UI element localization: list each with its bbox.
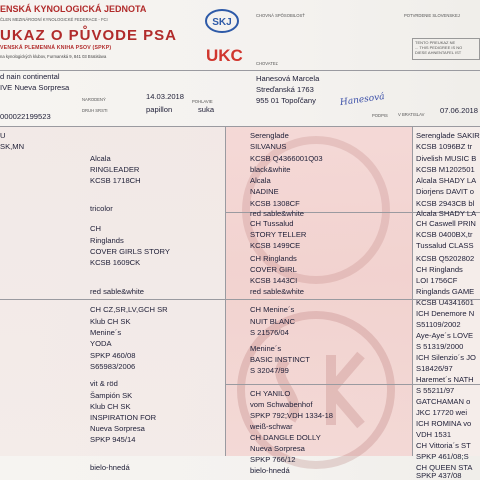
right-entry: LOI 1756CF	[416, 276, 458, 285]
mid-entry: bielo-hnedá	[250, 466, 290, 475]
right-entry: Alcala SHADY LA	[416, 176, 477, 185]
right-entry: ICH ROMINA vo	[416, 419, 472, 428]
left-entry: SPKP 945/14	[90, 435, 136, 444]
right-entry: Aye-Aye´s LOVE	[416, 331, 474, 340]
left-entry: KCSB 1609CK	[90, 258, 141, 267]
document-title: UKAZ O PŮVODE PSA	[0, 27, 178, 44]
right-entry: CH Caswell PRIN	[416, 219, 476, 228]
divider-pedigree-top	[0, 126, 480, 127]
right-entry: KCSB 0400BX,tr	[416, 230, 473, 239]
mid-entry: NUIT BLANC	[250, 317, 296, 326]
right-entry: CH Ringlands	[416, 265, 463, 274]
right-entry: Divelish MUSIC B	[416, 154, 477, 163]
mid-entry: KCSB 1308CF	[250, 199, 300, 208]
mid-entry: SPKP 792;VDH 1334-18	[250, 411, 334, 420]
left-entry: red sable&white	[90, 287, 145, 296]
mid-entry: SPKP 766/12	[250, 455, 296, 464]
breeding-eligibility-label: CHOVNÁ SPÔSOBILOSŤ	[256, 13, 305, 18]
mid-entry: Alcala	[250, 176, 271, 185]
left-entry: Šampión SK	[90, 391, 133, 400]
left-entry: CH CZ,SR,LV,GCH SR	[90, 305, 168, 314]
left-entry: S65983/2006	[90, 362, 136, 371]
signature: Hanesová	[339, 91, 386, 109]
divider-top	[0, 70, 480, 71]
mid-entry: Nueva Sorpresa	[250, 444, 305, 453]
right-entry: S 51319/2000	[416, 342, 464, 351]
left-entry: bielo-hnedá	[90, 463, 130, 472]
place-label: V BRATISLAV	[398, 112, 425, 117]
skj-logo-icon	[204, 8, 240, 34]
mid-entry: NADINE	[250, 187, 279, 196]
mid-entry: vom Schwabenhof	[250, 400, 313, 409]
owner-street: Streďanská 1763	[256, 85, 314, 94]
column-divider-2	[412, 126, 413, 456]
left-entry: Klub CH SK	[90, 317, 131, 326]
left-entry: YODA	[90, 339, 112, 348]
mid-entry: KCSB 1499CE	[250, 241, 301, 250]
mid-entry: Menine´s	[250, 344, 282, 353]
right-entry: S18426/97	[416, 364, 453, 373]
birth-date: 14.03.2018	[146, 92, 185, 101]
owner-name: Hanesová Marcela	[256, 74, 320, 83]
right-entry: KCSB Q5202802	[416, 254, 475, 263]
divider-dam-half	[225, 384, 480, 385]
registration-number: 000022199523	[0, 112, 51, 121]
header-address: na kynologických klubov, Furmanská 9, 841 03 Bratislava	[0, 54, 107, 59]
mid-entry: S 32047/99	[250, 366, 289, 375]
mid-entry: COVER GIRL	[250, 265, 297, 274]
mid-entry: STORY TELLER	[250, 230, 307, 239]
right-entry: Ringlands GAME	[416, 287, 475, 296]
left-entry: tricolor	[90, 204, 113, 213]
left-entry: INSPIRATION FOR	[90, 413, 157, 422]
left-entry: KCSB 1718CH	[90, 176, 141, 185]
mid-entry: KCSB Q4366001Q03	[250, 154, 323, 163]
left-entry: SK,MN	[0, 142, 25, 151]
issue-date: 07.06.2018	[440, 106, 479, 115]
left-entry: Menine´s	[90, 328, 122, 337]
validity-stamp-box: TENTO PREUKAZ NE ... THIS PEDIGREE IS NO DIESE AHNENTAFEL IST	[412, 38, 480, 60]
owner-city: 955 01 Topoľčany	[256, 96, 316, 105]
mid-entry: black&white	[250, 165, 291, 174]
skj-logo-text: SKJ	[212, 17, 232, 28]
dog-coat: papillon	[146, 105, 173, 114]
divider-sire-dam	[0, 299, 480, 300]
right-entry: KCSB U4341601	[416, 298, 474, 307]
right-entry: Serenglade SAKIR	[416, 131, 480, 140]
mid-entry: weiß-schwar	[250, 422, 293, 431]
right-entry: ICH Denemore N	[416, 309, 475, 318]
mid-entry: red sable&white	[250, 209, 305, 218]
mid-entry: S 21576/04	[250, 328, 289, 337]
right-entry: SPKP 461/08;S	[416, 452, 469, 461]
right-entry: Diorjens DAVIT o	[416, 187, 474, 196]
left-entry: vit & röd	[90, 379, 118, 388]
right-entry: JKC 17720 wei	[416, 408, 468, 417]
born-label: NARODENÝ	[82, 97, 106, 102]
mid-entry: KCSB 1443CI	[250, 276, 298, 285]
left-entry: Nueva Sorpresa	[90, 424, 145, 433]
coat-label: DRUH SRSTI	[82, 108, 108, 113]
left-entry: CH	[90, 224, 101, 233]
header-studbook: VENSKÁ PLEMENNÁ KNIHA PSOV (SPKP)	[0, 45, 112, 51]
left-entry: Alcala	[90, 154, 111, 163]
right-entry: KCSB 1096BZ tr	[416, 142, 473, 151]
header-fci-member: ČLEN MEZINÁRODNÍ KYNOLOGICKÉ FEDERACE - FCI	[0, 17, 108, 22]
right-entry: S51109/2002	[416, 320, 461, 329]
sex-label: POHLAVIE	[192, 99, 213, 104]
right-entry: Haremet´s NATH	[416, 375, 474, 384]
right-entry: GATCHAMAN o	[416, 397, 471, 406]
mid-entry: Serenglade	[250, 131, 289, 140]
dog-breed: d nain continental	[0, 72, 60, 81]
left-entry: Ringlands	[90, 236, 124, 245]
column-divider-1	[225, 126, 226, 456]
mid-entry: CH Menine´s	[250, 305, 295, 314]
left-entry: U	[0, 131, 6, 140]
breeder-label: CHOVATEĽ	[256, 61, 278, 66]
left-entry: COVER GIRLS STORY	[90, 247, 170, 256]
right-entry: S 55211/97	[416, 386, 455, 395]
confirmation-label: POTVRDENIE SLOVENSKEJ	[404, 13, 460, 18]
header-org-name: ENSKÁ KYNOLOGICKÁ JEDNOTA	[0, 4, 147, 14]
left-entry: SPKP 460/08	[90, 351, 136, 360]
right-entry: KCSB M1202501	[416, 165, 475, 174]
ukc-logo: UKC	[206, 46, 243, 65]
right-entry: ICH Silenzio´s JO	[416, 353, 476, 362]
dog-name: IVE Nueva Sorpresa	[0, 83, 70, 92]
mid-entry: CH Tussalud	[250, 219, 294, 228]
mid-entry: red sable&white	[250, 287, 305, 296]
mid-entry: CH YANILO	[250, 389, 291, 398]
right-entry: Tussalud CLASS	[416, 241, 474, 250]
mid-entry: CH DANGLE DOLLY	[250, 433, 321, 442]
dog-sex: suka	[198, 105, 215, 114]
mid-entry: BASIC INSTINCT	[250, 355, 310, 364]
mid-entry: CH Ringlands	[250, 254, 297, 263]
right-entry: Alcala SHADY LA	[416, 209, 477, 218]
right-entry: SPKP 437/08	[416, 471, 462, 480]
right-entry: CH Vittoria´s ST	[416, 441, 471, 450]
left-entry: Klub CH SK	[90, 402, 131, 411]
right-entry: KCSB 2943CB bl	[416, 199, 475, 208]
left-entry: RINGLEADER	[90, 165, 140, 174]
mid-entry: SILVANUS	[250, 142, 287, 151]
signature-label: PODPIS	[372, 113, 388, 118]
right-entry: VDH 1531	[416, 430, 452, 439]
right-entry: CH QUEEN STA	[416, 463, 473, 472]
